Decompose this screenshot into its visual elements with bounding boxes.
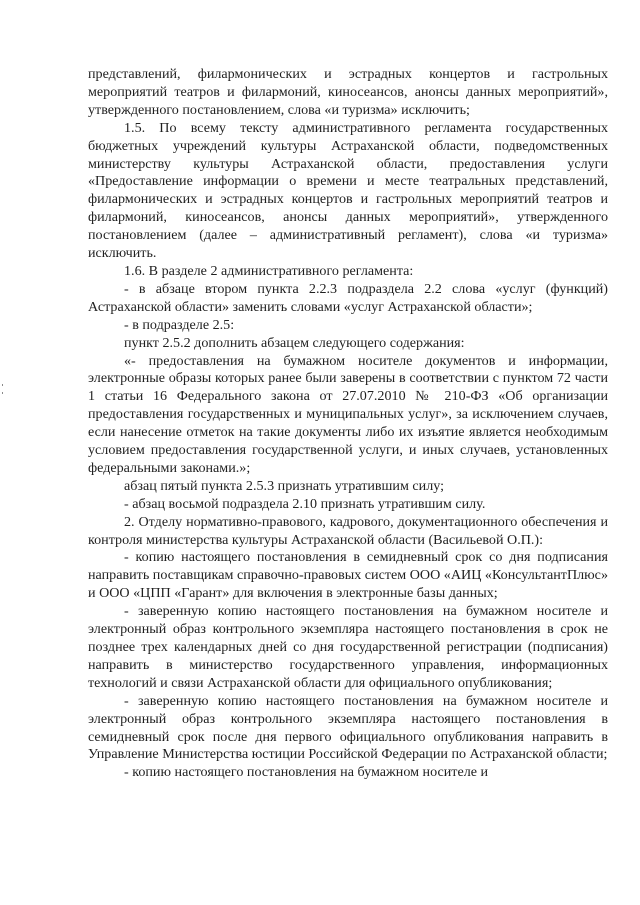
scan-artifact	[2, 392, 3, 394]
document-body	[88, 66, 608, 782]
paragraph-item-2-5-3: абзац пятый пункта 2.5.3 признать утратившим силу;	[124, 477, 445, 494]
paragraph-continuation: представлений, филармонических и эстрадных концертов и гастрольных мероприятий театров и филармоний, киносеансов, анонсы данных мероприятий», утвержденного постановлением, слова «и туризма» исключить;	[88, 66, 608, 118]
paragraph-item-2-10: - абзац восьмой подраздела 2.10 признать утратившим силу.	[124, 495, 486, 512]
paragraph-item-2-5: - в подразделе 2.5:	[124, 316, 235, 333]
paragraph-item-copy-paper: - копию настоящего постановления на бумажном носителе и	[124, 764, 489, 781]
paragraph-item-2-5-2: пункт 2.5.2 дополнить абзацем следующего содержания:	[124, 334, 465, 351]
paragraph-item-2-2-3: - в абзаце втором пункта 2.2.3 подраздела 2.2 слова «услуг (функций) Астраханской области» заменить словами «услуг Астраханской области»;	[88, 280, 608, 315]
paragraph-item-copy-publication: - заверенную копию настоящего постановления на бумажном носителе и электронный образ контрольного экземпляра настоящего постановления в срок не позднее трех календарных дней со дня государственной регистрации (подписания) направить в министерство государственного управления, информационных технологий и связи Астраханской области для официального опубликования;	[88, 603, 608, 691]
paragraph-2: 2. Отделу нормативно-правового, кадрового, документационного обеспечения и контроля министерства культуры Астраханской области (Васильевой О.П.):	[88, 513, 608, 548]
paragraph-item-copy-legal-systems: - копию настоящего постановления в семидневный срок со дня подписания направить поставщикам справочно-правовых систем ООО «АИЦ «КонсультантПлюс» и ООО «ЦПП «Гарант» для включения в электронные базы данных;	[88, 549, 608, 602]
paragraph-quote: «- предоставления на бумажном носителе документов и информации, электронные образы которых ранее были заверены в соответствии с пунктом 72 части 1 статьи 16 Федерального закона от 27.07.2010 № 210-ФЗ «Об организации предоставления государственных и муниципальных услуг», за исключением случаев, если нанесение отметок на такие документы либо их изъятие является необходимым условием предоставления государственной услуги, и иных случаев, установленных федеральными законами.»;	[88, 352, 608, 476]
paragraph-1-5: 1.5. По всему тексту административного регламента государственных бюджетных учреждений культуры Астраханской области, подведомственных министерству культуры Астраханской области, предоставления услуги «Предоставление информации о времени и месте театральных представлений, филармонических и эстрадных концертов и гастрольных мероприятий театров и филармоний, киносеансов, анонсы данных мероприятий», утвержденного постановлением (далее – административный регламент), слова «и туризма» исключить.	[88, 119, 608, 262]
paragraph-item-copy-justice: - заверенную копию настоящего постановления на бумажном носителе и электронный образ контрольного экземпляра настоящего постановления в семидневный срок после дня первого официального опубликования направить в Управление Министерства юстиции Российской Федерации по Астраханской области;	[88, 692, 608, 763]
paragraph-1-6: 1.6. В разделе 2 административного регламента:	[124, 262, 414, 279]
scan-artifact	[2, 384, 3, 386]
